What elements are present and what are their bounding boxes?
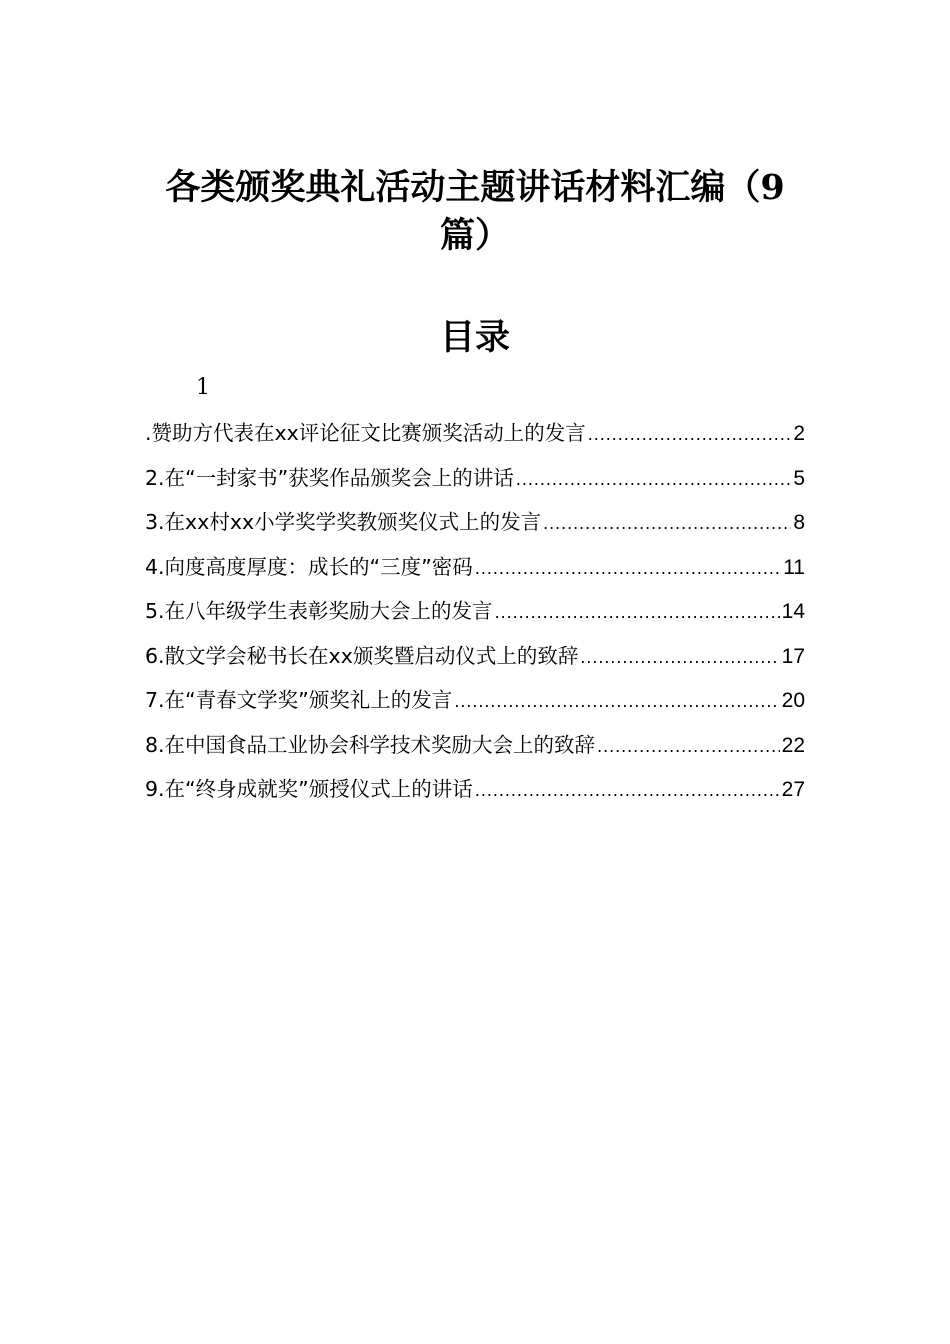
toc-leader-dots [588, 419, 792, 449]
toc-item-text: 2.在“一封家书”获奖作品颁奖会上的讲话 [145, 465, 514, 490]
toc-item-9[interactable] [145, 774, 805, 819]
toc-leader-dots [580, 642, 779, 672]
toc-item-4[interactable] [145, 552, 805, 597]
toc-item-text: 6.散文学会秘书长在xx颁奖暨启动仪式上的致辞 [145, 643, 579, 668]
toc-item-page: 17 [781, 644, 805, 668]
toc-item-5[interactable] [145, 596, 805, 641]
toc-item-text: 9.在“终身成就奖”颁授仪式上的讲话 [145, 777, 473, 801]
toc-item-7[interactable] [145, 685, 805, 730]
toc-leader-dots [475, 775, 780, 805]
toc-item-page: 22 [781, 733, 805, 757]
toc-item-8[interactable] [145, 730, 805, 775]
toc-item-page: 27 [781, 778, 805, 801]
toc-item-text: 7.在“青春文学奖”颁奖礼上的发言 [145, 688, 453, 712]
toc-item-3[interactable] [145, 507, 805, 552]
toc-leader-dots [516, 464, 792, 494]
title-line-1: 各类颁奖典礼活动主题讲话材料汇编（9 [165, 167, 785, 208]
toc-item-text: 8.在中国食品工业协会科学技术奖励大会上的致辞 [145, 732, 596, 757]
toc-leader-dots [597, 731, 780, 761]
toc-leader-dots [543, 508, 791, 538]
document-title [150, 164, 800, 260]
toc-heading: 目录 [439, 317, 510, 358]
toc-item-page: 8 [793, 511, 805, 534]
toc-item-page: 20 [781, 689, 805, 712]
toc-item-1[interactable] [145, 418, 805, 463]
toc-item-text: 5.在八年级学生表彰奖励大会上的发言 [145, 599, 493, 623]
title-line-2: 篇） [439, 215, 510, 256]
toc-item-page: 2 [793, 422, 805, 445]
toc-item-page: 11 [783, 555, 805, 579]
toc-item-text: .赞助方代表在xx评论征文比赛颁奖活动上的发言 [145, 421, 586, 445]
toc-item-page: 14 [781, 600, 805, 623]
toc-item-2[interactable] [145, 463, 805, 508]
toc-item-text: 4.向度高度厚度：成长的“三度”密码 [145, 554, 473, 579]
toc-leader-dots [454, 686, 779, 716]
toc-item-text: 3.在xx村xx小学奖学奖教颁奖仪式上的发言 [145, 510, 542, 534]
toc-first-number: 1 [196, 375, 210, 400]
toc-item-6[interactable] [145, 641, 805, 686]
toc-item-page: 5 [793, 466, 805, 490]
table-of-contents [145, 418, 805, 819]
toc-leader-dots [475, 553, 781, 583]
toc-leader-dots [495, 597, 780, 627]
